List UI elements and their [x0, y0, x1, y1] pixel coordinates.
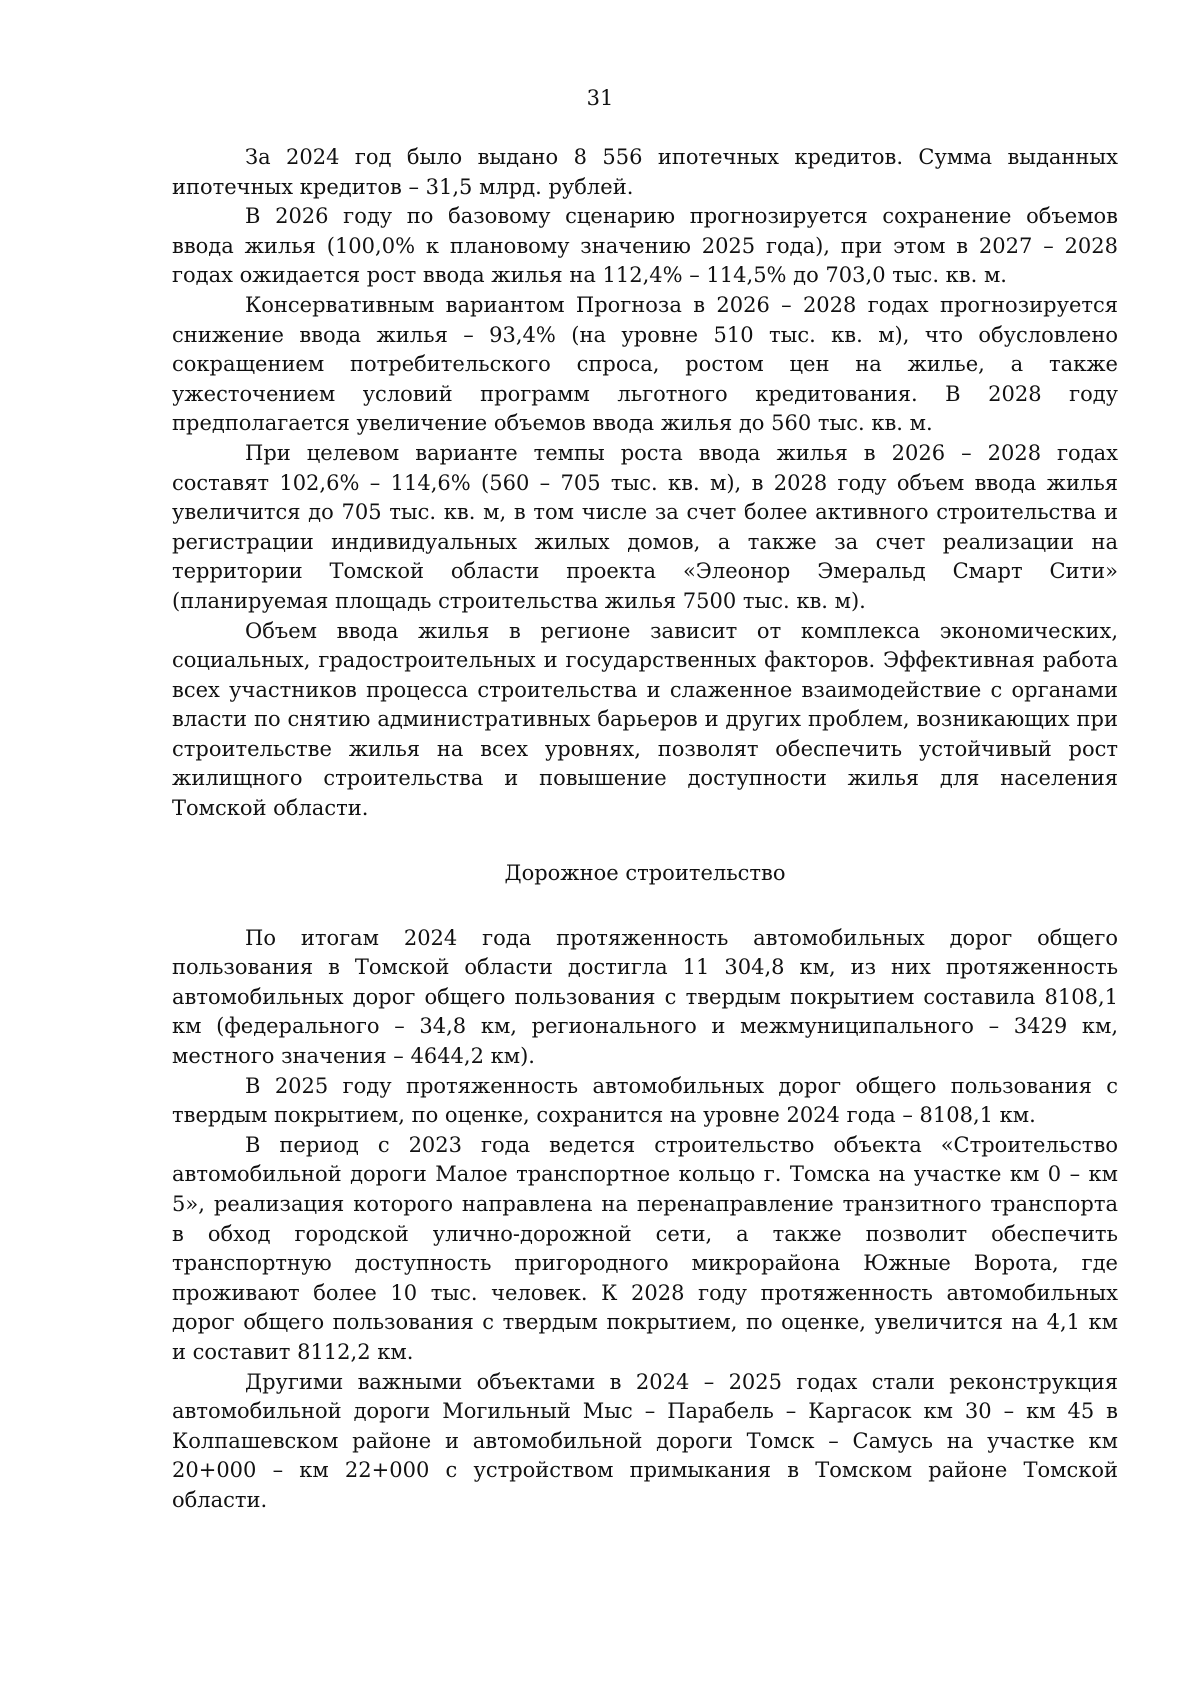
page-content: [172, 143, 1118, 1516]
paragraph-mortgage-loans: За 2024 год было выдано 8 556 ипотечных кредитов. Сумма выданных ипотечных кредитов – 31,5 млрд. рублей.: [172, 145, 1118, 199]
paragraph-reconstruction-projects: Другими важными объектами в 2024 – 2025 годах стали реконструкция автомобильной дороги Могильный Мыс – Парабель – Каргасок км 30 – км 45 в Колпашевском районе и автомобильной дороги Томск – Самусь на участке км 20+000 – км 22+000 с устройством примыкания в Томском районе Томской области.: [172, 1369, 1118, 1512]
paragraph-target-scenario: При целевом варианте темпы роста ввода жилья в 2026 – 2028 годах составят 102,6% – 114,6% (560 – 705 тыс. кв. м), в 2028 году объем ввода жилья увеличится до 705 тыс. кв. м, в том числе за счет более активного строительства и регистрации индивидуальных жилых домов, а также за счет реализации на территории Томской области проекта «Элеонор Эмеральд Смарт Сити» (планируемая площадь строительства жилья 7500 тыс. кв. м).: [172, 440, 1118, 613]
paragraph-housing-factors: Объем ввода жилья в регионе зависит от комплекса экономических, социальных, градостроительных и государственных факторов. Эффективная работа всех участников процесса строительства и слаженное взаимодействие с органами власти по снятию административных барьеров и других проблем, возникающих при строительстве жилья на всех уровнях, позволят обеспечить устойчивый рост жилищного строительства и повышение доступности жилья для населения Томской области.: [172, 618, 1118, 821]
paragraph-base-scenario: В 2026 году по базовому сценарию прогнозируется сохранение объемов ввода жилья (100,0% к плановому значению 2025 года), при этом в 2027 – 2028 годах ожидается рост ввода жилья на 112,4% – 114,5% до 703,0 тыс. кв. м.: [172, 204, 1118, 288]
paragraph-conservative-scenario: Консервативным вариантом Прогноза в 2026 – 2028 годах прогнозируется снижение ввода жилья – 93,4% (на уровне 510 тыс. кв. м), что обусловлено сокращением потребительского спроса, ростом цен на жилье, а также ужесточением условий программ льготного кредитования. В 2028 году предполагается увеличение объемов ввода жилья до 560 тыс. кв. м.: [172, 292, 1118, 436]
paragraph-ring-road-construction: В период с 2023 года ведется строительство объекта «Строительство автомобильной дороги Малое транспортное кольцо г. Томска на участке км 0 – км 5», реализация которого направлена на перенаправление транзитного транспорта в обход городской улично-дорожной сети, а также позволит обеспечить транспортную доступность пригородного микрорайона Южные Ворота, где проживают более 10 тыс. человек. К 2028 году протяженность автомобильных дорог общего пользования с твердым покрытием, по оценке, увеличится на 4,1 км и составит 8112,2 км.: [172, 1132, 1118, 1364]
paragraph-road-length-2024: По итогам 2024 года протяженность автомобильных дорог общего пользования в Томской области достигла 11 304,8 км, из них протяженность автомобильных дорог общего пользования с твердым покрытием составила 8108,1 км (федерального – 34,8 км, регионального и межмуниципального – 3429 км, местного значения – 4644,2 км).: [172, 925, 1118, 1069]
paragraph-road-length-2025: В 2025 году протяженность автомобильных дорог общего пользования с твердым покрытием, по оценке, сохранится на уровне 2024 года – 8108,1 км.: [172, 1073, 1118, 1128]
section-heading-road-construction: Дорожное строительство: [504, 860, 786, 885]
page-number: 31: [586, 86, 614, 110]
